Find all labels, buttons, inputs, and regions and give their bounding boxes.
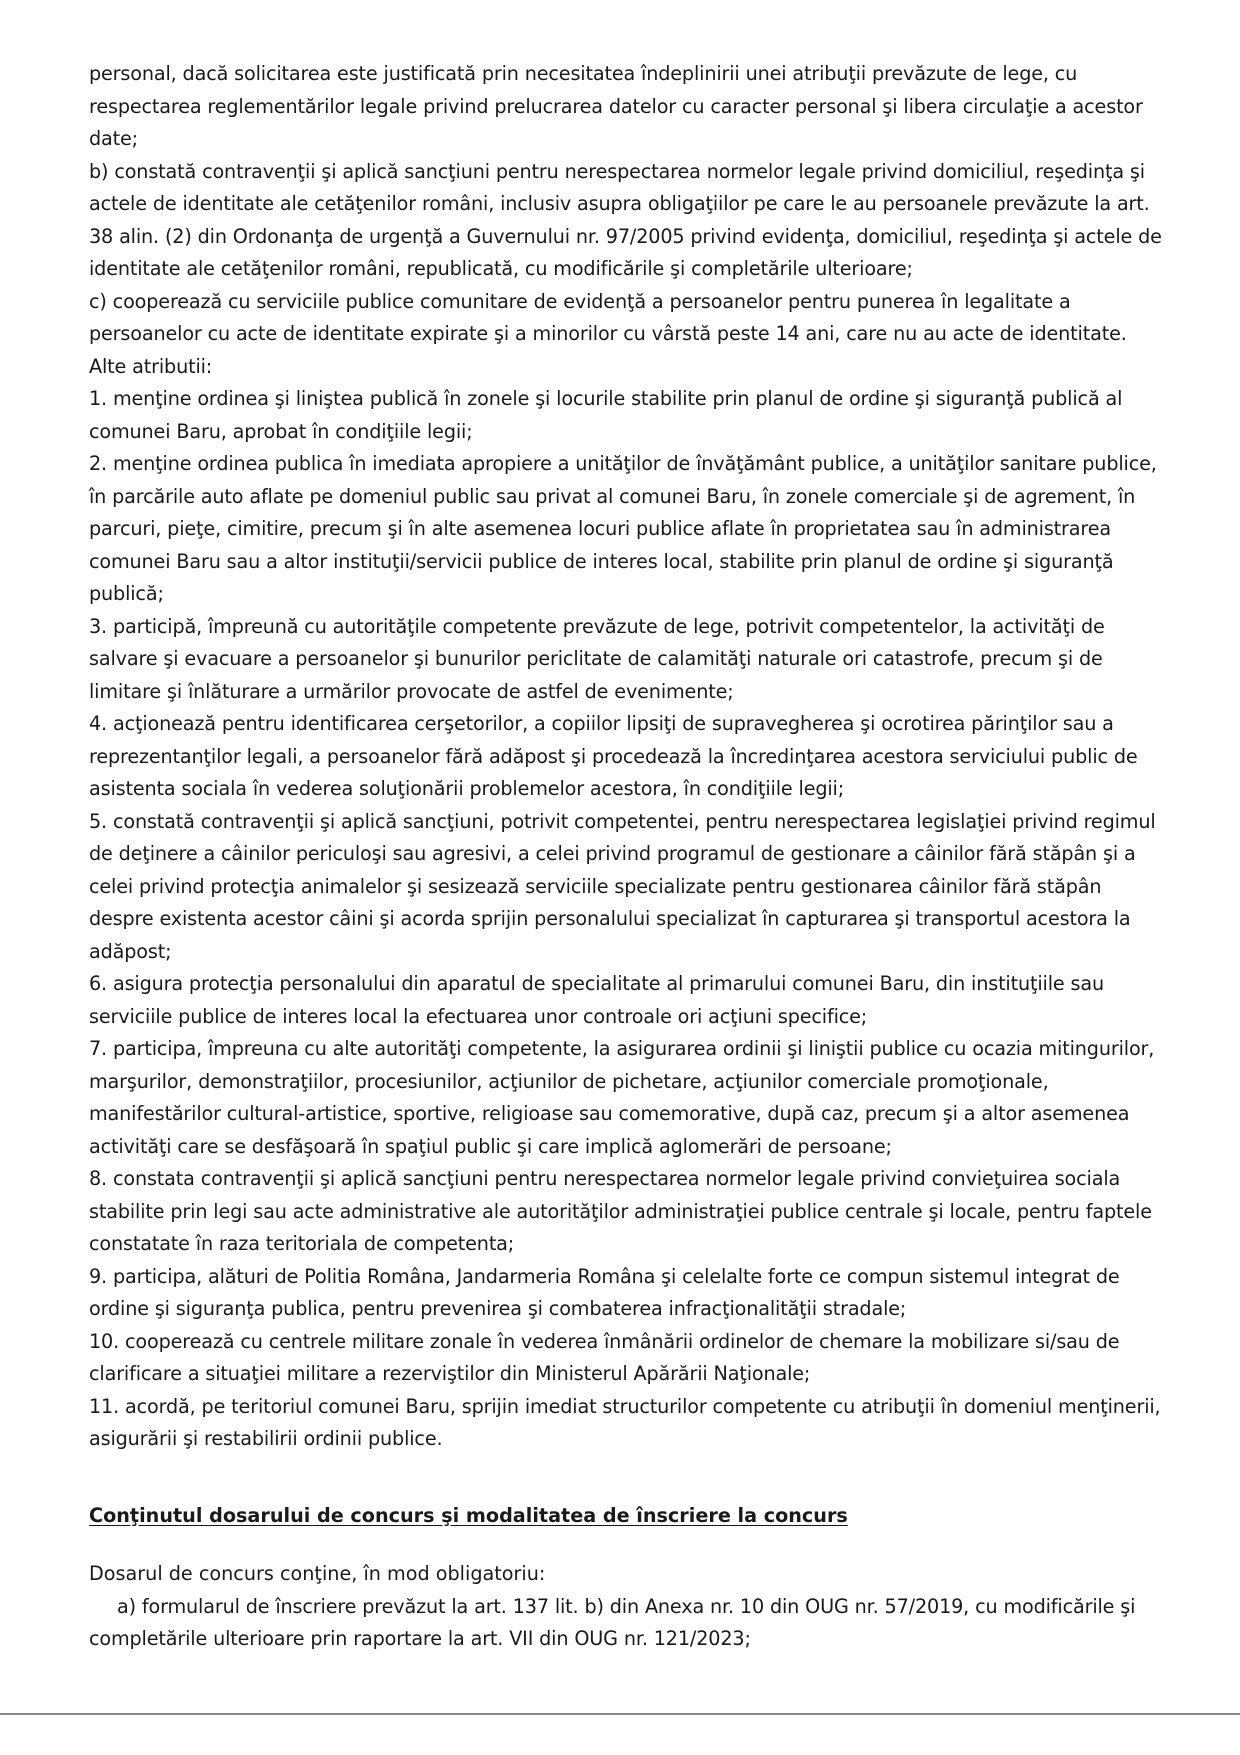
paragraph-duty-4: 4. acţionează pentru identificarea cerşetorilor, a copiilor lipsiţi de supravegherea şi ocrotirea părinţilor sau a reprezentanţilor legali, a persoanelor fără adăpost şi procedează la încredinţarea acestora serviciului public de asistenta sociala în vederea soluţionării problemelor acestora, în condiţiile legii; <box>89 712 1138 800</box>
paragraph-duty-3: 3. participă, împreună cu autorităţile competente prevăzute de lege, potrivit competentelor, la activităţi de salvare şi evacuare a persoanelor şi bunurilor periclitate de calamităţi naturale ori catastrofe, precum şi de limitare şi înlăturare a urmărilor provocate de astfel de evenimente; <box>89 614 1105 703</box>
paragraph-duty-11: 11. acordă, pe teritoriul comunei Baru, sprijin imediat structurilor competente cu atribuţii în domeniul menţinerii, asigurării şi restabilirii ordinii publice. <box>89 1394 1161 1450</box>
paragraph-duty-9: 9. participa, alături de Politia Româna, Jandarmeria Româna şi celelalte forte ce compun sistemul integrat de ordine şi siguranţa publica, pentru prevenirea şi combaterea infracţionalităţii stradale; <box>89 1264 1120 1320</box>
paragraph-duty-6: 6. asigura protecţia personalului din aparatul de specialitate al primarului comunei Baru, din instituţiile sau serviciile publice de interes local la efectuarea unor controale ori acţiuni specifice; <box>89 972 1104 1028</box>
paragraph-duty-1: 1. menţine ordinea şi liniştea publică în zonele şi locurile stabilite prin planul de ordine şi siguranţă publică al comunei Baru, aprobat în condiţiile legii; <box>89 387 1123 443</box>
requirement-text: a) formularul de înscriere prevăzut la art. 137 lit. b) din Anexa nr. 10 din OUG nr. 57/2019, cu modificările şi completările ulterioare prin raportare la art. VII din OUG nr. 121/2023; <box>89 1594 1136 1650</box>
paragraph-duty-7: 7. participa, împreuna cu alte autorităţi competente, la asigurarea ordinii şi liniştii publice cu ocazia mitingurilor, marşurilor, demonstraţiilor, procesiunilor, acţiunilor de pichetare, acţiunilor comerciale promoţionale, manifestărilor cultural-artistice, sportive, religioase sau comemorative, după caz, precum şi a altor asemenea activităţi care se desfăşoară în spaţiul public şi care implică aglomerări de persoane; <box>89 1037 1155 1158</box>
paragraph-other-duties-label: Alte atributii: <box>89 354 213 378</box>
dossier-intro: Dosarul de concurs conţine, în mod obligatoriu: <box>89 1562 546 1585</box>
paragraph-item-b: b) constată contravenţii şi aplică sancţiuni pentru nerespectarea normelor legale privind domiciliul, reşedinţa şi actele de identitate ale cetăţenilor români, inclusiv asupra obligaţiilor pe care le au persoanele prevăzute la art. 38 alin. (2) din Ordonanţa de urgenţă a Guvernului nr. 97/2005 privind evidenţa, domiciliul, reşedinţa şi actele de identitate ale cetăţenilor români, republicată, cu modificările şi completările ulterioare; <box>89 159 1162 280</box>
document-body <box>89 58 1169 1456</box>
paragraph-duty-2: 2. menţine ordinea publica în imediata apropiere a unităţilor de învăţământ publice, a unităţilor sanitare publice, în parcările auto aflate pe domeniul public sau privat al comunei Baru, în zonele comerciale şi de agrement, în parcuri, pieţe, cimitire, precum şi în alte asemenea locuri publice aflate în proprietatea sau în administrarea comunei Baru sau a altor instituţii/servicii publice de interes local, stabilite prin planul de ordine şi siguranţă publică; <box>89 452 1157 605</box>
paragraph-item-c: c) cooperează cu serviciile publice comunitare de evidenţă a persoanelor pentru punerea în legalitate a persoanelor cu acte de identitate expirate şi a minorilor cu vârstă peste 14 ani, care nu au acte de identitate. <box>89 289 1127 345</box>
section-heading: Conţinutul dosarului de concurs şi modalitatea de înscriere la concurs <box>89 1503 848 1527</box>
requirements-list <box>89 1591 1169 1656</box>
paragraph-duty-8: 8. constata contravenţii şi aplică sancţiuni pentru nerespectarea normelor legale privind convieţuirea sociala stabilite prin legi sau acte administrative ale autorităţilor administraţiei publice centrale şi locale, pentru faptele constatate în raza teritoriala de competenta; <box>89 1167 1152 1255</box>
paragraph-duty-10: 10. cooperează cu centrele militare zonale în vederea înmânării ordinelor de chemare la mobilizare si/sau de clarificare a situaţiei militare a rezerviştilor din Ministerul Apărării Naţionale; <box>89 1329 1120 1385</box>
paragraph-duty-5: 5. constată contravenţii şi aplică sancţiuni, potrivit competentei, pentru nerespectarea legislaţiei privind regimul de deţinere a câinilor periculoşi sau agresivi, a celei privind programul de gestionare a câinilor fără stăpân şi a celei privind protecţia animalelor şi sesizează serviciile specializate pentru gestionarea câinilor fără stăpân despre existenta acestor câini şi acorda sprijin personalului specializat în capturarea şi transportul acestora la adăpost; <box>89 809 1156 963</box>
page-bottom-rule <box>0 1713 1240 1715</box>
paragraph-personal-data: personal, dacă solicitarea este justificată prin necesitatea îndeplinirii unei atribuţii prevăzute de lege, cu respectarea reglementărilor legale privind prelucrarea datelor cu caracter personal şi libera circulaţie a acestor date; <box>89 62 1143 150</box>
document-page <box>89 58 1169 1656</box>
requirement-item-a <box>89 1591 1169 1656</box>
